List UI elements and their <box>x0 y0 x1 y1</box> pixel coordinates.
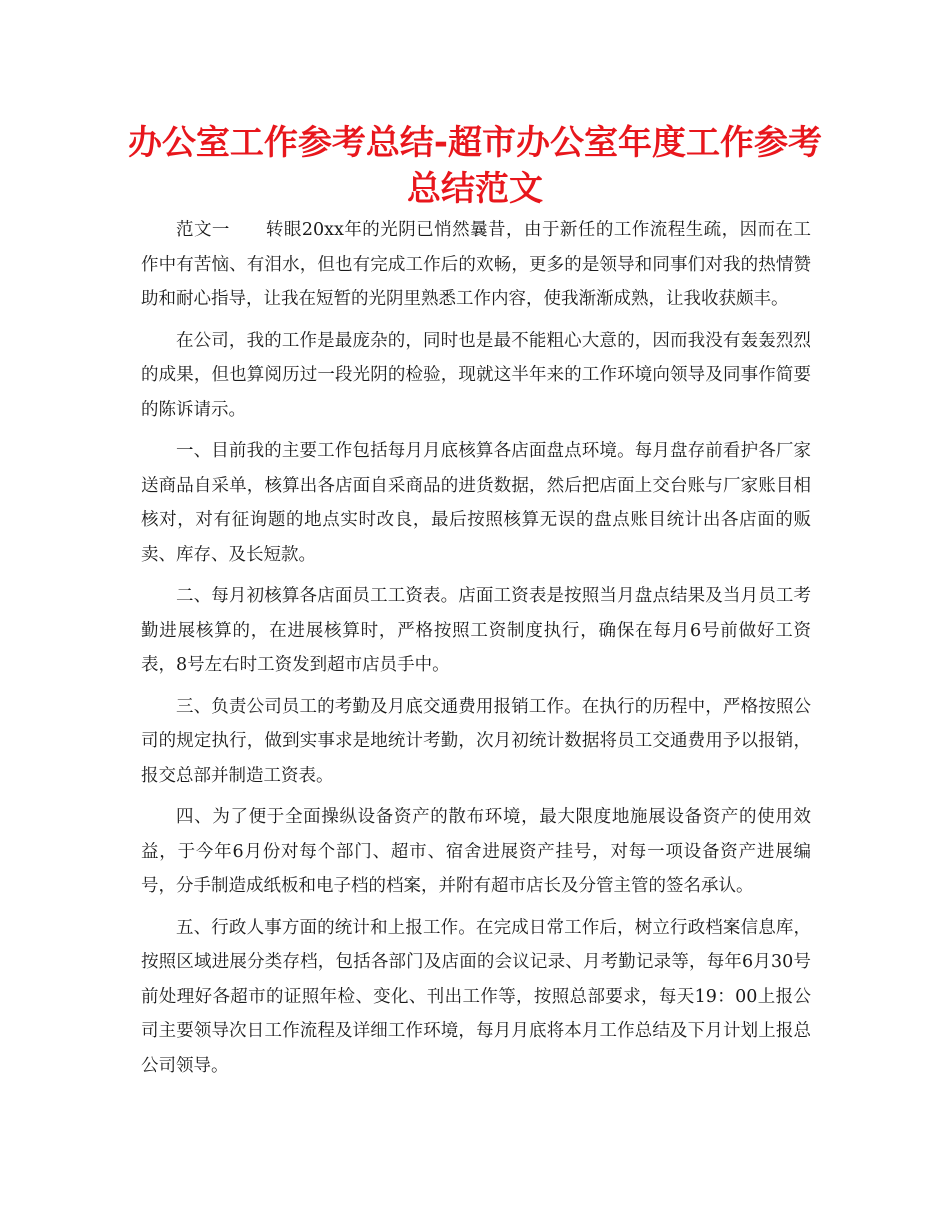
paragraph-item-1: 一、目前我的主要工作包括每月月底核算各店面盘点环境。每月盘存前看护各厂家送商品自采单，核算出各店面自采商品的进货数据，然后把店面上交台账与厂家账目相核对，对有征询题的地点实时改良，最后按照核算无误的盘点账目统计出各店面的贩卖、库存、及长短款。 <box>141 441 811 565</box>
paragraph-item-3: 三、负责公司员工的考勤及月底交通费用报销工作。在执行的历程中，严格按照公司的规定执行，做到实事求是地统计考勤，次月初统计数据将员工交通费用予以报销，报交总部并制造工资表。 <box>141 696 811 786</box>
paragraph-intro <box>141 213 811 317</box>
intro-label: 范文一 <box>176 220 230 240</box>
paragraph-item-2: 二、每月初核算各店面员工工资表。店面工资表是按照当月盘点结果及当月员工考勤进展核算的，在进展核算时，严格按照工资制度执行，确保在每月6号前做好工资表，8号左右时工资发到超市店员手中。 <box>141 586 811 675</box>
paragraph: 在公司，我的工作是最庞杂的，同时也是最不能粗心大意的，因而我没有轰轰烈烈的成果，但也算阅历过一段光阴的检验，现就这半年来的工作环境向领导及同事作简要的陈诉请示。 <box>141 330 811 420</box>
document-title: 办公室工作参考总结-超市办公室年度工作参考总结范文 <box>127 123 823 209</box>
paragraph-text: 转眼20xx年的光阴已悄然曩昔，由于新任的工作流程生疏，因而在工作中有苦恼、有泪水，但也有完成工作后的欢畅，更多的是领导和同事们对我的热情赞助和耐心指导，让我在短暂的光阴里熟悉工作内容，使我渐渐成熟，让我收获颇丰。 <box>141 220 811 309</box>
document-body <box>141 213 811 1090</box>
paragraph-item-4: 四、为了便于全面操纵设备资产的散布环境，最大限度地施展设备资产的使用效益，于今年6月份对每个部门、超市、宿舍进展资产挂号，对每一项设备资产进展编号，分手制造成纸板和电子档的档案，并附有超市店长及分管主管的签名承认。 <box>141 807 811 896</box>
paragraph-item-5: 五、行政人事方面的统计和上报工作。在完成日常工作后，树立行政档案信息库，按照区域进展分类存档，包括各部门及店面的会议记录、月考勤记录等，每年6月30号前处理好各超市的证照年检、变化、刊出工作等，按照总部要求，每天19：00上报公司主要领导次日工作流程及详细工作环境，每月月底将本月工作总结及下月计划上报总公司领导。 <box>141 917 811 1076</box>
